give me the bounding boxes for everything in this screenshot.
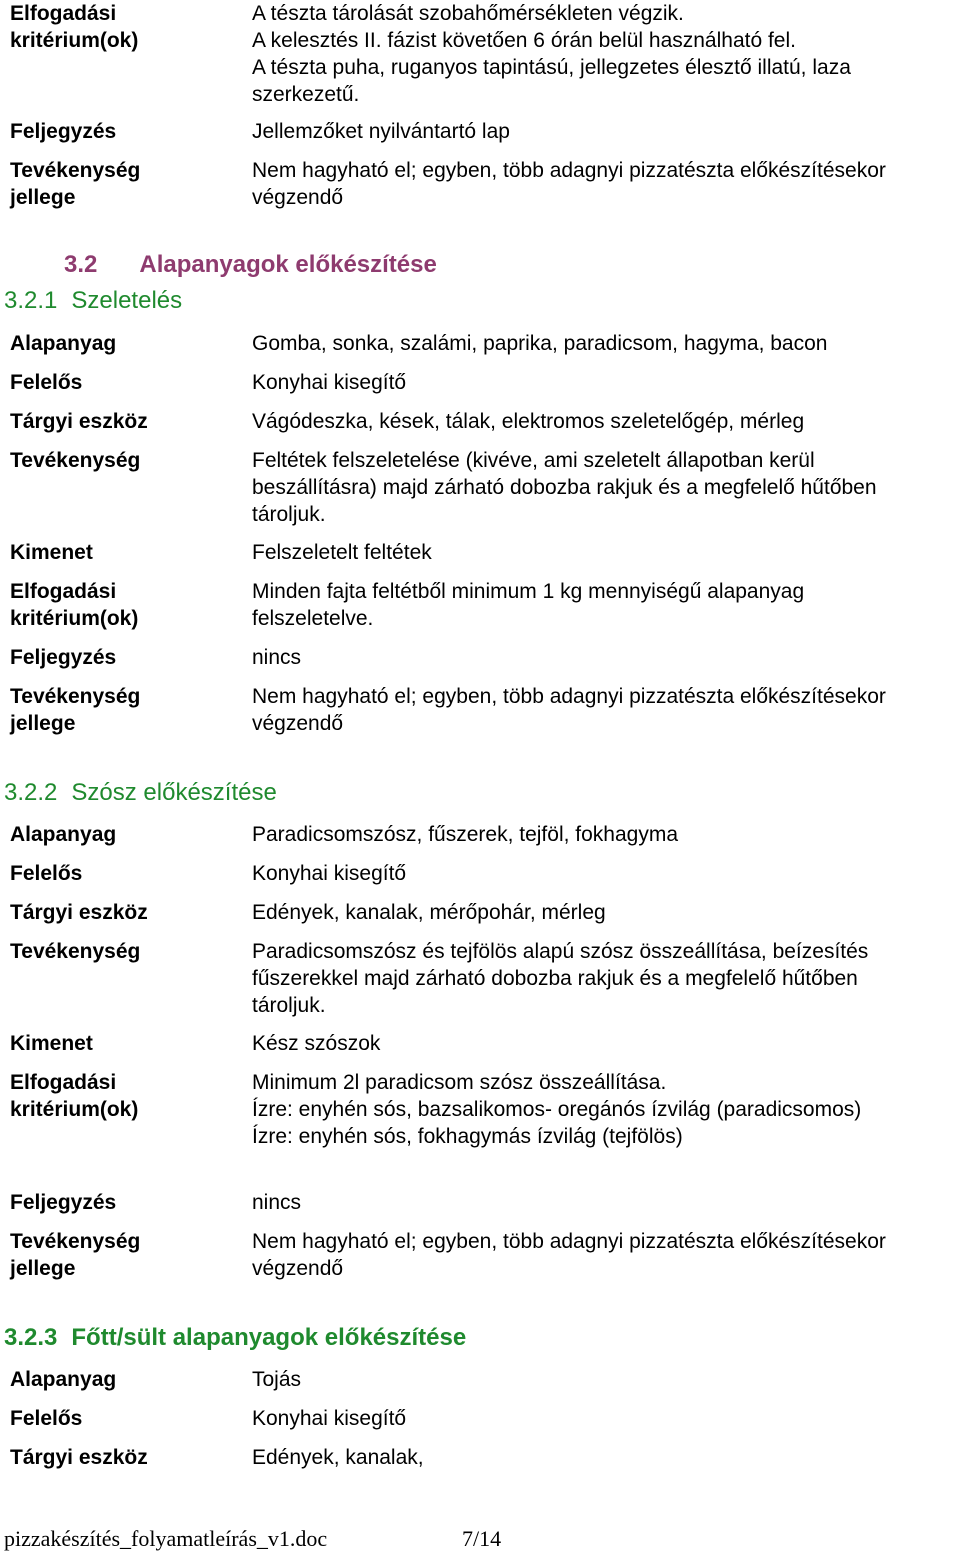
field-value-line: szerkezetű. — [252, 83, 360, 106]
field-value — [252, 1228, 960, 1282]
field-value — [252, 1030, 960, 1057]
field-label-line: Tevékenység — [10, 159, 141, 182]
subsection-title: Szósz előkészítése — [71, 779, 277, 806]
field-value — [252, 157, 960, 211]
field-value — [252, 369, 960, 396]
field-value — [252, 1405, 960, 1432]
field-value — [252, 330, 960, 357]
field-label-line: Elfogadási — [10, 1071, 117, 1094]
field-value — [252, 0, 960, 108]
field-value-line: fűszerekkel majd zárható dobozba rakjuk és a megfelelő hűtőben — [252, 967, 858, 990]
field-value-line: Ízre: enyhén sós, fokhagymás ízvilág (tejfölös) — [252, 1125, 683, 1148]
field-value — [252, 644, 960, 671]
field-value — [252, 821, 960, 848]
field-value — [252, 938, 960, 1019]
subsection-heading — [4, 1323, 466, 1353]
field-value-line: Kész szószok — [252, 1032, 381, 1055]
field-value-line: Edények, kanalak, mérőpohár, mérleg — [252, 901, 606, 924]
field-label — [10, 118, 240, 145]
field-label — [10, 938, 240, 965]
field-label — [10, 1030, 240, 1057]
field-value — [252, 1366, 960, 1393]
field-label-line: Kimenet — [10, 1032, 93, 1055]
field-label-line: Kimenet — [10, 541, 93, 564]
field-label-line: Alapanyag — [10, 332, 117, 355]
field-value-line: felszeletelve. — [252, 607, 374, 630]
field-label-line: kritérium(ok) — [10, 1098, 139, 1121]
field-label — [10, 644, 240, 671]
field-value-line: Paradicsomszósz és tejfölös alapú szósz összeállítása, beízesítés — [252, 940, 869, 963]
field-value-line: Minimum 2l paradicsom szósz összeállítása. — [252, 1071, 667, 1094]
field-value-line: tároljuk. — [252, 994, 326, 1017]
field-label — [10, 683, 240, 737]
section-number: 3.2 — [64, 251, 98, 278]
field-value — [252, 447, 960, 528]
page-footer — [4, 1526, 502, 1552]
field-label — [10, 157, 240, 211]
field-label-line: Elfogadási — [10, 580, 117, 603]
subsection-heading — [4, 778, 277, 808]
field-label-line: jellege — [10, 1257, 76, 1280]
field-value-line: A tészta tárolását szobahőmérsékleten végzik. — [252, 2, 684, 25]
field-value-line: A tészta puha, ruganyos tapintású, jellegzetes élesztő illatú, laza — [252, 56, 851, 79]
field-label — [10, 1069, 240, 1123]
field-label-line: Feljegyzés — [10, 120, 117, 143]
field-label-line: Alapanyag — [10, 823, 117, 846]
field-label — [10, 1405, 240, 1432]
field-label — [10, 330, 240, 357]
field-label-line: Tárgyi eszköz — [10, 1446, 148, 1469]
field-value-line: Jellemzőket nyilvántartó lap — [252, 120, 510, 143]
field-label — [10, 1366, 240, 1393]
field-value — [252, 683, 960, 737]
field-value-line: tároljuk. — [252, 503, 326, 526]
field-label-line: Feljegyzés — [10, 646, 117, 669]
field-label — [10, 447, 240, 474]
field-label-line: Feljegyzés — [10, 1191, 117, 1214]
field-label — [10, 578, 240, 632]
field-value — [252, 1444, 960, 1471]
field-value-line: Felszeletelt feltétek — [252, 541, 432, 564]
field-label — [10, 1228, 240, 1282]
field-label-line: Tárgyi eszköz — [10, 410, 148, 433]
field-value — [252, 1069, 960, 1150]
field-value-line: végzendő — [252, 186, 344, 209]
field-label-line: Tevékenység — [10, 685, 141, 708]
field-value-line: Nem hagyható el; egyben, több adagnyi pizzatészta előkészítésekor — [252, 159, 886, 182]
field-value-line: Nem hagyható el; egyben, több adagnyi pizzatészta előkészítésekor — [252, 685, 886, 708]
field-label-line: Tevékenység — [10, 940, 141, 963]
field-value-line: Konyhai kisegítő — [252, 371, 407, 394]
field-value-line: Feltétek felszeletelése (kivéve, ami szeletelt állapotban kerül — [252, 449, 815, 472]
field-value — [252, 578, 960, 632]
field-value — [252, 1189, 960, 1216]
field-label — [10, 0, 240, 54]
subsection-number: 3.2.1 — [4, 287, 58, 314]
field-value-line: Paradicsomszósz, fűszerek, tejföl, fokhagyma — [252, 823, 679, 846]
field-label-line: kritérium(ok) — [10, 607, 139, 630]
field-label-line: Tevékenység — [10, 1230, 141, 1253]
field-value-line: Tojás — [252, 1368, 302, 1391]
field-label-line: Felelős — [10, 371, 83, 394]
field-value-line: beszállításra) majd zárható dobozba rakjuk és a megfelelő hűtőben — [252, 476, 877, 499]
field-value — [252, 408, 960, 435]
field-label — [10, 821, 240, 848]
field-value-line: Ízre: enyhén sós, bazsalikomos- oregánós ízvilág (paradicsomos) — [252, 1098, 862, 1121]
field-label — [10, 1189, 240, 1216]
section-title: Alapanyagok előkészítése — [139, 251, 437, 278]
field-value-line: Minden fajta feltétből minimum 1 kg mennyiségű alapanyag — [252, 580, 805, 603]
field-label — [10, 1444, 240, 1471]
field-label-line: Elfogadási — [10, 2, 117, 25]
field-value — [252, 860, 960, 887]
field-label-line: Felelős — [10, 1407, 83, 1430]
field-label-line: Tevékenység — [10, 449, 141, 472]
subsection-title: Szeletelés — [71, 287, 183, 314]
field-value-line: végzendő — [252, 712, 344, 735]
field-value-line: végzendő — [252, 1257, 344, 1280]
field-label — [10, 369, 240, 396]
field-value-line: Konyhai kisegítő — [252, 1407, 407, 1430]
field-label — [10, 539, 240, 566]
field-value — [252, 539, 960, 566]
footer-filename: pizzakészítés_folyamatleírás_v1.doc — [4, 1526, 328, 1551]
field-label — [10, 860, 240, 887]
field-label-line: jellege — [10, 712, 76, 735]
field-label — [10, 408, 240, 435]
field-label-line: Tárgyi eszköz — [10, 901, 148, 924]
subsection-title: Főtt/sült alapanyagok előkészítése — [71, 1324, 467, 1351]
field-label-line: Felelős — [10, 862, 83, 885]
field-value-line: nincs — [252, 1191, 302, 1214]
field-value-line: Konyhai kisegítő — [252, 862, 407, 885]
field-value-line: Nem hagyható el; egyben, több adagnyi pizzatészta előkészítésekor — [252, 1230, 886, 1253]
subsection-heading — [4, 286, 182, 316]
section-heading — [64, 251, 437, 279]
field-value-line: nincs — [252, 646, 302, 669]
subsection-number: 3.2.2 — [4, 779, 58, 806]
field-label-line: kritérium(ok) — [10, 29, 139, 52]
subsection-number: 3.2.3 — [4, 1324, 58, 1351]
field-value-line: Gomba, sonka, szalámi, paprika, paradicsom, hagyma, bacon — [252, 332, 828, 355]
field-value-line: Vágódeszka, kések, tálak, elektromos szeletelőgép, mérleg — [252, 410, 805, 433]
footer-page-number: 7/14 — [462, 1526, 502, 1551]
field-value-line: A kelesztés II. fázist követően 6 órán belül használható fel. — [252, 29, 796, 52]
field-label-line: Alapanyag — [10, 1368, 117, 1391]
field-value-line: Edények, kanalak, — [252, 1446, 424, 1469]
field-value — [252, 118, 960, 145]
field-label — [10, 899, 240, 926]
field-label-line: jellege — [10, 186, 76, 209]
field-value — [252, 899, 960, 926]
